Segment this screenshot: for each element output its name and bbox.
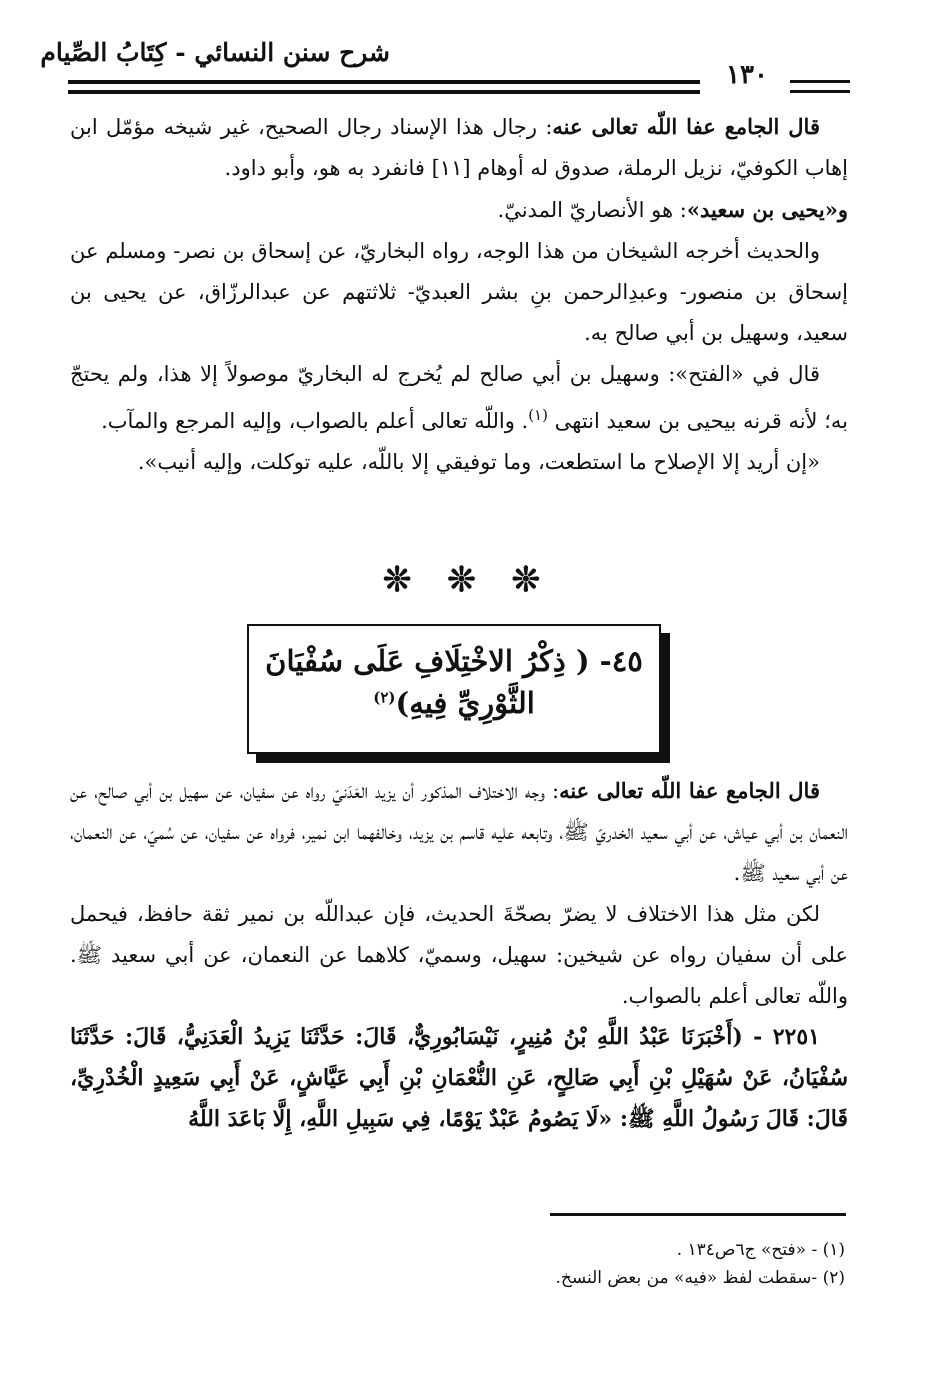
paragraph-text: : رجال هذا الإسناد رجال الصحيح، غير شيخه مؤمّل ابن إهاب الكوفيّ، نزيل الرملة، صدوق له أوهام [١١] فانفرد به هو، وأبو داود. xyxy=(70,115,848,180)
footnotes xyxy=(70,1236,845,1292)
paragraph: لكن مثل هذا الاختلاف لا يضرّ بصحّةَ الحديث، فإن عبداللّه بن نمير ثقة حافظ، فيحمل على أن سفيان رواه عن شيخين: سهيل، وسميّ، كلاهما عن النعمان، عن أبي سعيد ﷺ. واللّه تعالى أعلم بالصواب. xyxy=(70,902,848,1008)
paragraph-text: . واللّه تعالى أعلم بالصواب، وإليه المرجع والمآب. xyxy=(101,409,529,433)
header-short-rule-top xyxy=(790,80,850,83)
paragraph xyxy=(70,189,848,231)
footnote-separator xyxy=(550,1213,846,1216)
paragraph xyxy=(70,354,848,442)
paragraph: «إن أريد إلا الإصلاح ما استطعت، وما توفيقي إلا باللّه، عليه توكلت، وإليه أنيب». xyxy=(137,450,820,474)
paragraph xyxy=(70,106,848,189)
header-short-rule-bottom xyxy=(790,90,850,93)
paragraph-lead: قال الجامع عفا اللّه تعالى عنه xyxy=(552,114,820,139)
footnote-ref: (١) xyxy=(528,406,548,424)
chapter-heading-line2 xyxy=(249,686,659,720)
chapter-heading-box xyxy=(247,624,661,754)
paragraph-text: : وجه الاختلاف المذكور أن يزيد العَدَنيّ رواه عن سفيان، عن سهيل بن أبي صالح، عن النعمان بن أبي عياش، عن أبي سعيد الخدريّ ﷺ، وتابعه عليه قاسم بن يزيد، وخالفهما ابن نمير، فرواه عن سفيان، عن سُميّ، عن النعمان، عن أبي سعيد ﷺ. xyxy=(70,779,848,885)
paragraph xyxy=(70,770,848,894)
commentary-top xyxy=(70,106,848,483)
section-separator: ❊ ❊ ❊ xyxy=(382,560,553,600)
footnote: (٢) -سقطت لفظ «فيه» من بعض النسخ. xyxy=(555,1268,845,1288)
header-rule-bottom xyxy=(68,90,700,94)
paragraph-lead: و«يحيى بن سعيد» xyxy=(686,197,848,222)
paragraph: والحديث أخرجه الشيخان من هذا الوجه، رواه البخاريّ، عن إسحاق بن نصر- ومسلم عن إسحاق بن منصور- وعبدِالرحمن بنِ بشر العبديّ- ثلاثتهم عن عبدالرزّاق، عن يحيى بن سعيد، وسهيل بن أبي صالح به. xyxy=(70,239,848,345)
paragraph-lead: قال الجامع عفا اللّه تعالى عنه xyxy=(559,778,820,803)
footnote: (١) - «فتح» ج٦ص١٣٤ . xyxy=(676,1240,845,1260)
chapter-heading-text: الثَّوْرِيِّ فِيهِ) xyxy=(395,686,535,720)
footnote-ref: (٢) xyxy=(373,688,396,707)
paragraph-text: قال في «الفتح»: وسهيل بن أبي صالح لم يُخرج له البخاريّ موصولاً إلا هذا، ولم يحتجّ به؛ لأنه قرنه بيحيى بن سعيد انتهى xyxy=(70,362,848,433)
hadith-text: ٢٢٥١ - (أَخْبَرَنَا عَبْدُ اللَّهِ بْنُ مُنِيرٍ، نَيْسَابُورِيٌّ، قَالَ: حَدَّثَنَا يَزِيدُ الْعَدَنِيُّ، قَالَ: حَدَّثَنَا سُفْيَانُ، عَنْ سُهَيْلِ بْنِ أَبِي صَالِحٍ، عَنِ النُّعْمَانِ بْنِ أَبِي عَيَّاشٍ، عَنْ أَبِي سَعِيدٍ الْخُدْرِيِّ، قَالَ: قَالَ رَسُولُ اللَّهِ ﷺ: «لَا يَصُومُ عَبْدٌ يَوْمًا، فِي سَبِيلِ اللَّهِ، إِلَّا بَاعَدَ اللَّهُ xyxy=(70,1024,848,1132)
chapter-heading-line1: ٤٥- ( ذِكْرُ الاخْتِلَافِ عَلَى سُفْيَانَ xyxy=(265,644,643,678)
page-number: ١٣٠ xyxy=(726,60,768,90)
paragraph-text: : هو الأنصاريّ المدنيّ. xyxy=(497,198,687,222)
header-rule-top xyxy=(68,80,700,84)
commentary-bottom xyxy=(70,770,848,1140)
running-header-title: شرح سنن النسائي - كِتَابُ الصِّيام xyxy=(40,38,390,67)
